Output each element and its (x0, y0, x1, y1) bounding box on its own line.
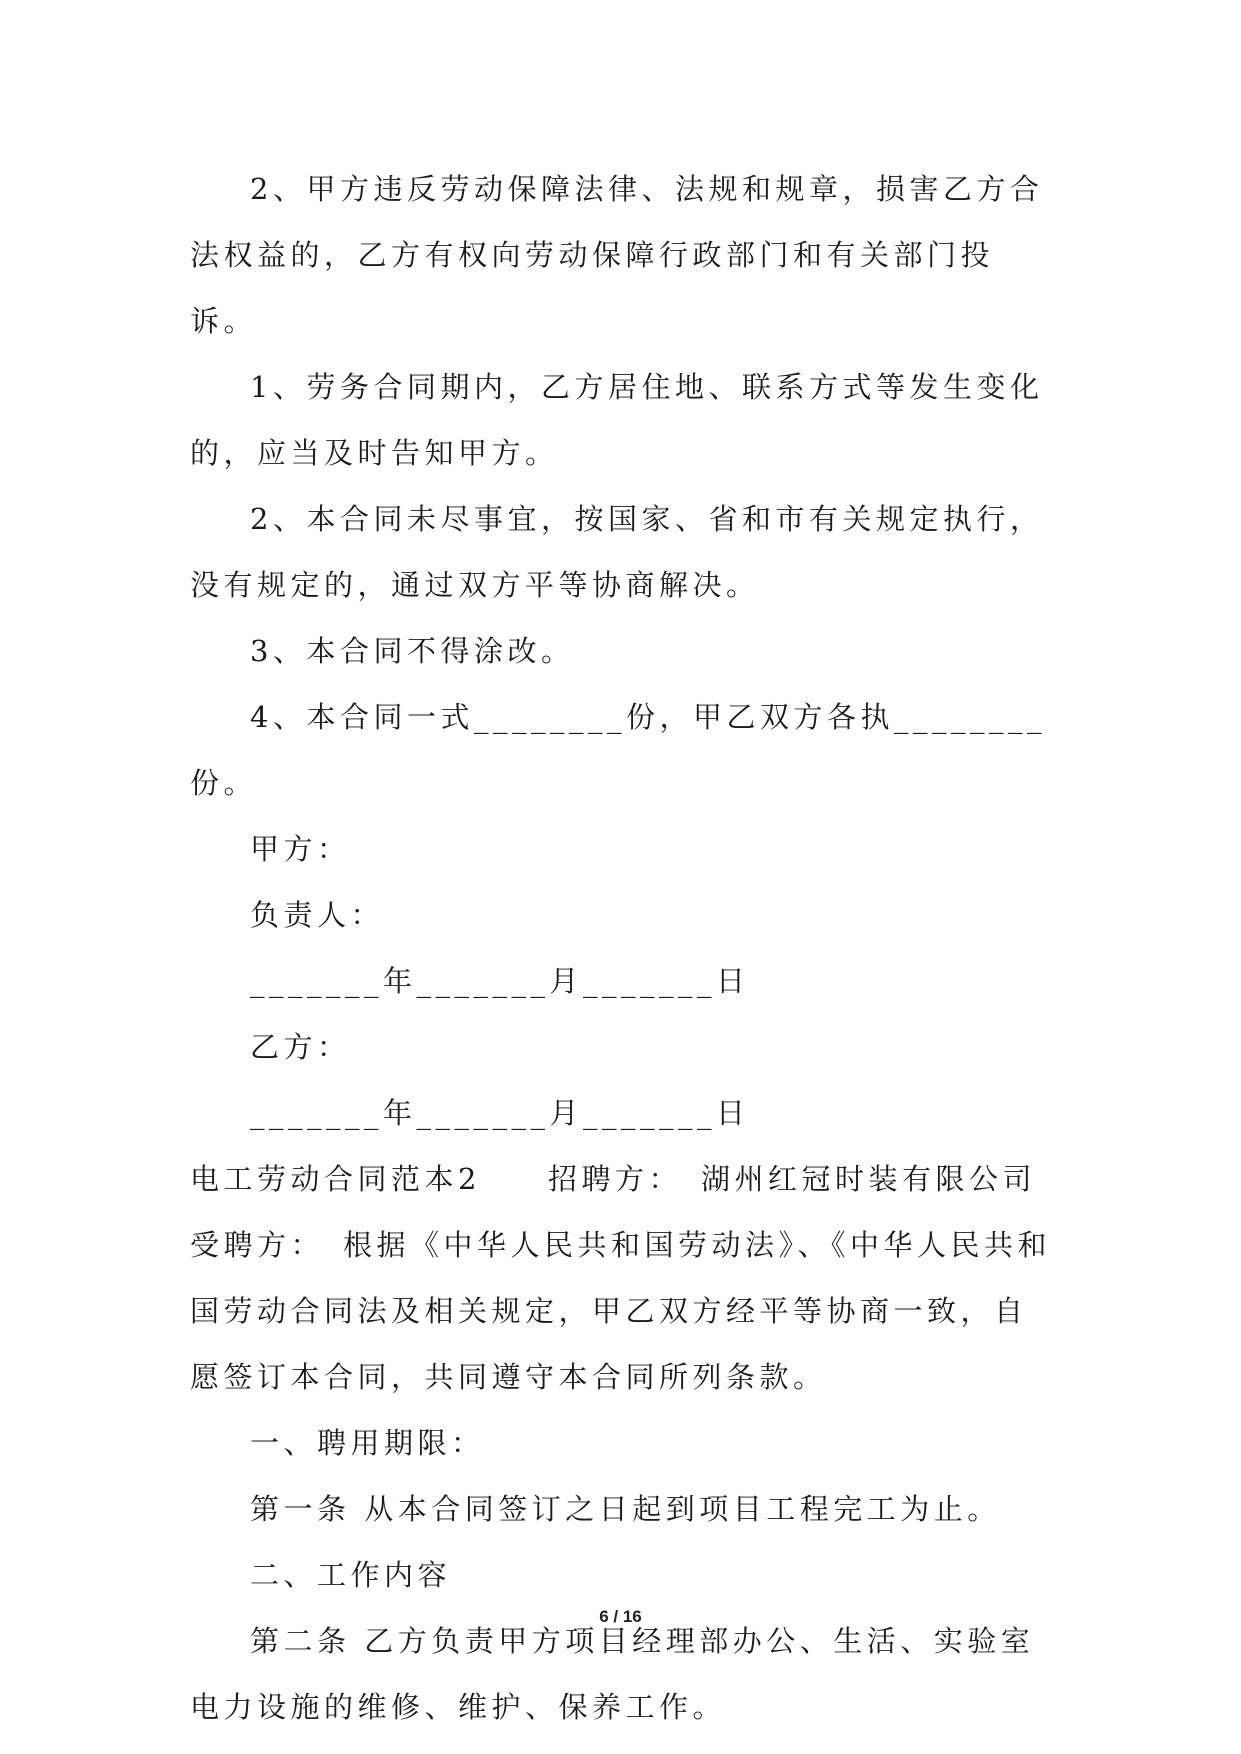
paragraph: 3、本合同不得涂改。 (250, 634, 575, 668)
page-number: 6 / 16 (599, 1607, 642, 1626)
signature-party-b: 乙方： (250, 1030, 351, 1064)
signature-party-a: 甲方： (250, 832, 351, 866)
signature-responsible-person: 负责人： (250, 898, 385, 932)
paragraph: 1、劳务合同期内，乙方居住地、联系方式等发生变化的，应当及时告知甲方。 (190, 370, 1044, 470)
paragraph: 2、本合同未尽事宜，按国家、省和市有关规定执行，没有规定的，通过双方平等协商解决。 (190, 502, 1044, 602)
paragraph: 第二条 乙方负责甲方项目经理部办公、生活、实验室电力设施的维修、维护、保养工作。 (190, 1624, 1035, 1724)
signature-date: _______年_______月_______日 (250, 1096, 750, 1130)
paragraph: 二、工作内容 (250, 1558, 452, 1592)
signature-date: _______年_______月_______日 (250, 964, 750, 998)
section-heading-paragraph: 电工劳动合同范本2 招聘方： 湖州红冠时装有限公司 受聘方： 根据《中华人民共和国劳动法》、《中华人民共和国劳动合同法及相关规定，甲乙双方经平等协商一致，自愿签订本合同，共同遵守本合同所列条款。 (190, 1162, 1070, 1394)
document-body (190, 156, 1070, 1740)
paragraph: 4、本合同一式________份，甲乙双方各执________份。 (190, 700, 1046, 800)
paragraph: 2、甲方违反劳动保障法律、法规和规章，损害乙方合法权益的，乙方有权向劳动保障行政部门和有关部门投诉。 (190, 172, 1044, 338)
paragraph: 第一条 从本合同签订之日起到项目工程完工为止。 (250, 1492, 1001, 1526)
paragraph: 一、聘用期限： (250, 1426, 485, 1460)
